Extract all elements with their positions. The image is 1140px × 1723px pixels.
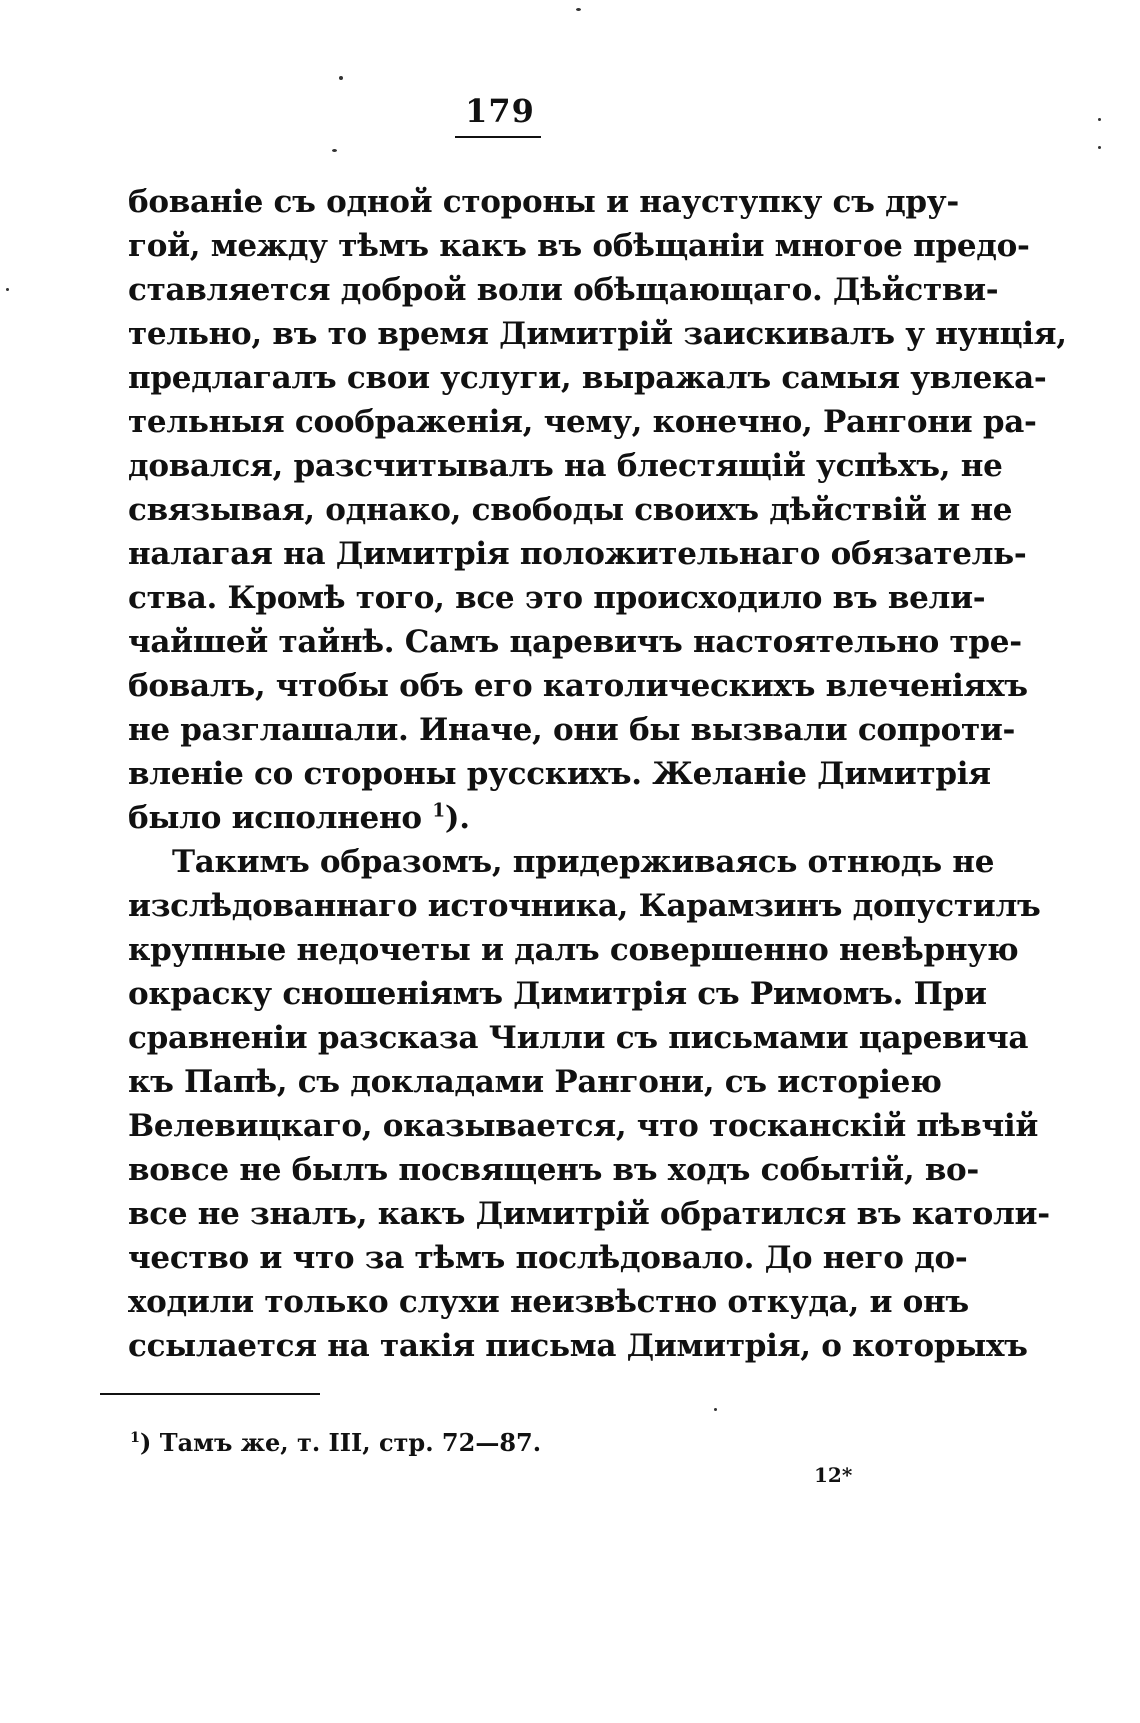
text-line: Велевицкаго, оказывается, что тосканскій пѣвчій <box>128 1108 1039 1144</box>
footnote-marker: 1 <box>130 1429 141 1446</box>
text-line-content: было исполнено <box>128 800 422 836</box>
text-line: бовалъ, чтобы объ его католическихъ влеченіяхъ <box>128 668 1028 704</box>
text-line: сравненіи разсказа Чилли съ письмами царевича <box>128 1020 1029 1056</box>
footnote <box>130 1428 541 1457</box>
page-number: 179 <box>465 92 535 130</box>
scan-speck <box>1098 146 1101 149</box>
text-line: связывая, однако, свободы своихъ дѣйствій и не <box>128 492 1013 528</box>
text-line: ства. Кромѣ того, все это происходило въ вели- <box>128 580 986 616</box>
text-line: бованіе съ одной стороны и науступку съ дру- <box>128 184 959 220</box>
text-line: тельно, въ то время Димитрій заискивалъ у нунція, <box>128 316 1067 352</box>
scan-speck <box>332 149 337 152</box>
footnote-separator <box>100 1393 320 1395</box>
text-line: налагая на Димитрія положительнаго обязатель- <box>128 536 1027 572</box>
scan-speck <box>339 76 343 80</box>
page-number-underline <box>455 136 541 138</box>
text-line: тельныя соображенія, чему, конечно, Рангони ра- <box>128 404 1037 440</box>
text-line: къ Папѣ, съ докладами Рангони, съ исторіею <box>128 1064 942 1100</box>
text-line: крупные недочеты и далъ совершенно невѣрную <box>128 932 1019 968</box>
text-line: все не зналъ, какъ Димитрій обратился въ католи- <box>128 1196 1050 1232</box>
text-line: не разглашали. Иначе, они бы вызвали сопроти- <box>128 712 1016 748</box>
text-line-paragraph-end <box>128 796 894 840</box>
text-line: изслѣдованнаго источника, Карамзинъ допустилъ <box>128 888 1041 924</box>
text-line: ссылается на такія письма Димитрія, о которыхъ <box>128 1328 1028 1364</box>
footnote-reference: 1 <box>432 800 445 822</box>
text-line-paragraph-start: Такимъ образомъ, придерживаясь отнюдь не <box>172 844 995 880</box>
scan-speck <box>714 1408 717 1411</box>
text-line: предлагалъ свои услуги, выражалъ самыя увлека- <box>128 360 1047 396</box>
text-line: окраску сношеніямъ Димитрія съ Римомъ. При <box>128 976 987 1012</box>
scan-speck <box>1098 118 1101 121</box>
scan-speck <box>6 288 9 291</box>
scan-speck <box>576 8 581 11</box>
text-line: чайшей тайнѣ. Самъ царевичъ настоятельно тре- <box>128 624 1022 660</box>
footnote-text: Тамъ же, т. III, стр. 72—87. <box>159 1428 542 1457</box>
text-line: ходили только слухи неизвѣстно откуда, и онъ <box>128 1284 969 1320</box>
text-line: ставляется доброй воли обѣщающаго. Дѣйстви- <box>128 272 999 308</box>
text-line: вленіе со стороны русскихъ. Желаніе Димитрія <box>128 756 991 792</box>
text-line: довался, разсчитывалъ на блестящій успѣхъ, не <box>128 448 1003 484</box>
text-line: чество и что за тѣмъ послѣдовало. До него до- <box>128 1240 968 1276</box>
body-text <box>128 180 1067 1368</box>
footnote-marker-close: ) <box>140 1428 152 1457</box>
signature-mark: 12* <box>814 1463 853 1487</box>
text-line: гой, между тѣмъ какъ въ обѣщаніи многое предо- <box>128 228 1030 264</box>
footnote-reference-close: ). <box>444 800 470 836</box>
text-line: вовсе не былъ посвященъ въ ходъ событій, во- <box>128 1152 980 1188</box>
